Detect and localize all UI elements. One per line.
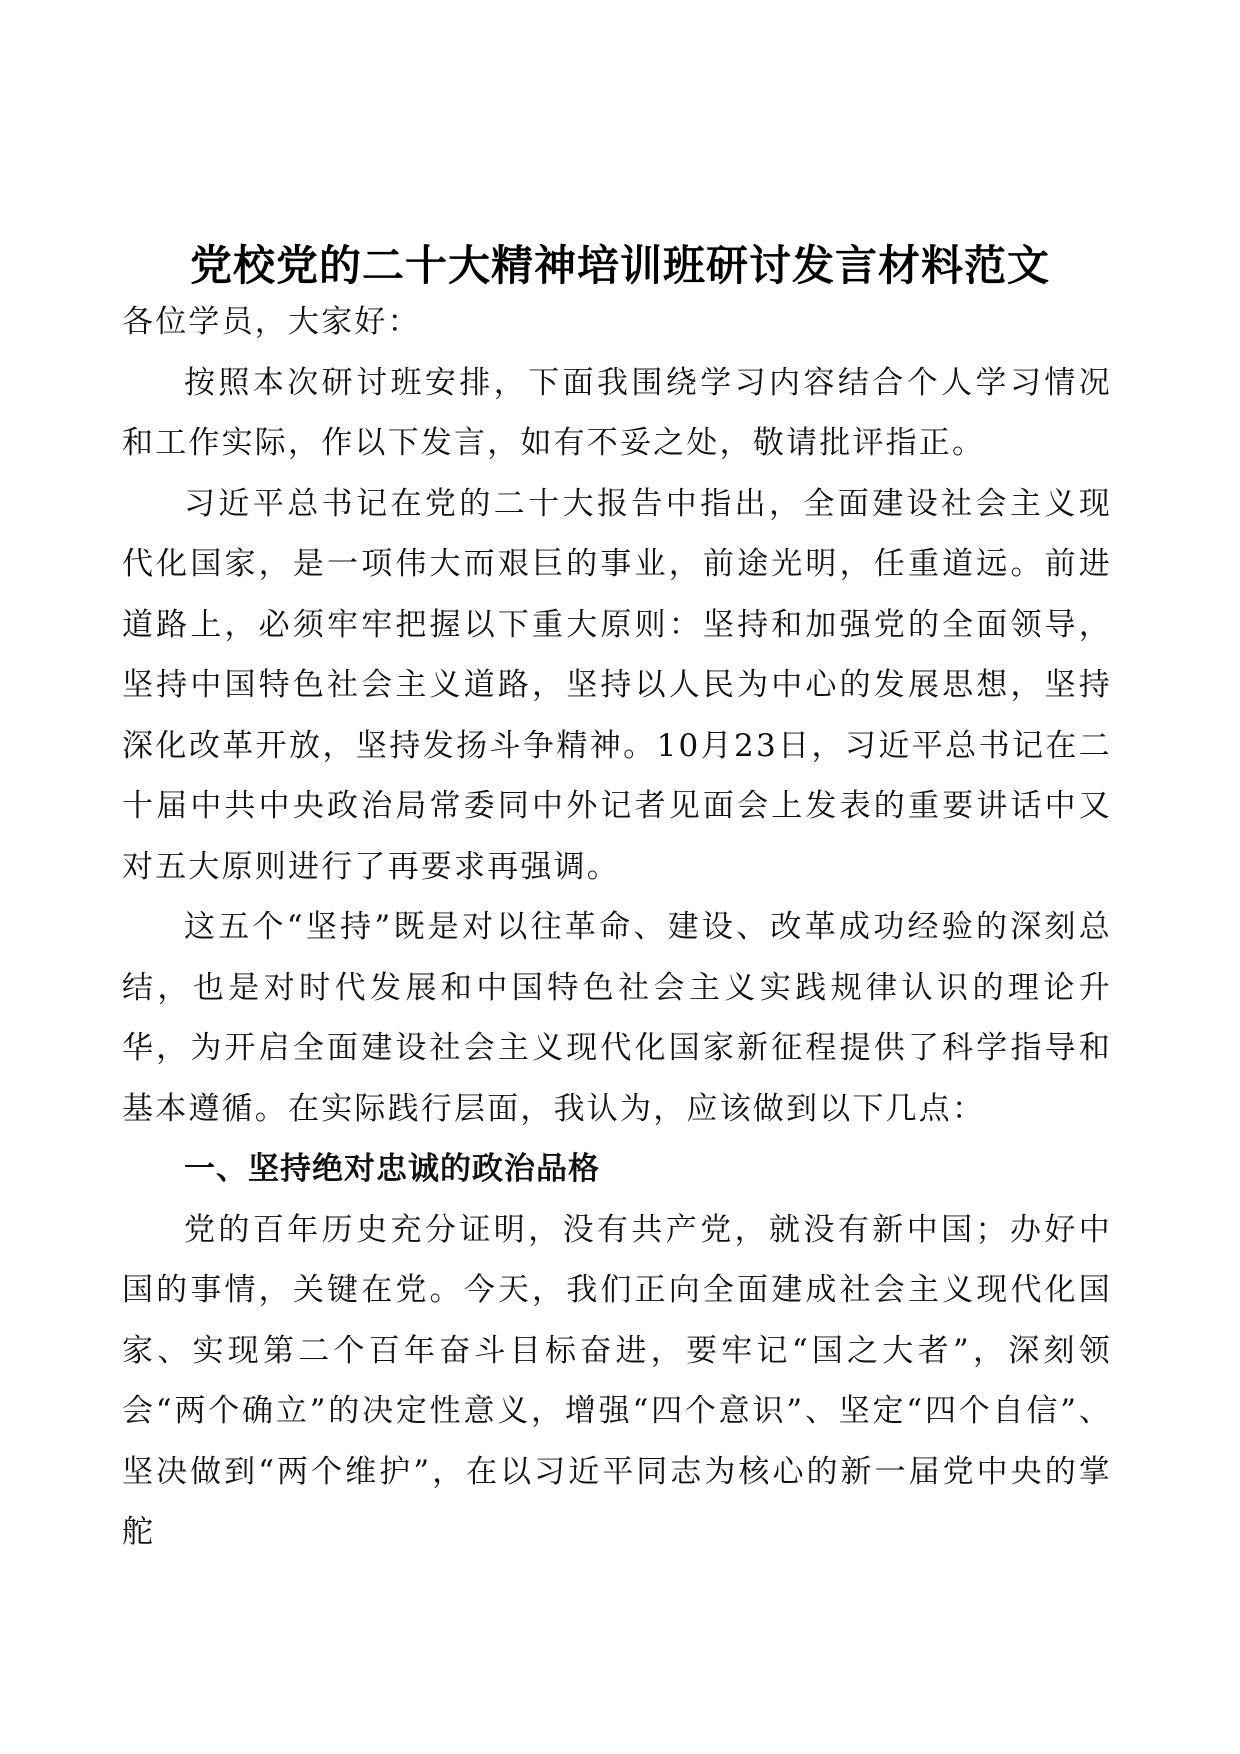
paragraph-principles: 习近平总书记在党的二十大报告中指出，全面建设社会主义现代化国家，是一项伟大而艰巨的事业，前途光明，任重道远。前进道路上，必须牢牢把握以下重大原则：坚持和加强党的全面领导，坚持中国特色社会主义道路，坚持以人民为中心的发展思想，坚持深化改革开放，坚持发扬斗争精神。10月23日，习近平总书记在二十届中共中央政治局常委同中外记者见面会上发表的重要讲话中又对五大原则进行了再要求再强调。: [122, 485, 1112, 885]
paragraph-section-one: 党的百年历史充分证明，没有共产党，就没有新中国；办好中国的事情，关键在党。今天，我们正向全面建成社会主义现代化国家、实现第二个百年奋斗目标奋进，要牢记“国之大者”，深刻领会“两个确立”的决定性意义，增强“四个意识”、坚定“四个自信”、坚决做到“两个维护”，在以习近平同志为核心的新一届党中央的掌舵: [122, 1211, 1112, 1550]
paragraph-five-persistences: 这五个“坚持”既是对以往革命、建设、改革成功经验的深刻总结，也是对时代发展和中国特色社会主义实践规律认识的理论升华，为开启全面建设社会主义现代化国家新征程提供了科学指导和基本遵循。在实际践行层面，我认为，应该做到以下几点：: [122, 909, 1112, 1127]
document-title: 党校党的二十大精神培训班研讨发言材料范文: [189, 241, 1050, 291]
greeting: 各位学员，大家好：: [122, 304, 421, 340]
paragraph-intro: 按照本次研讨班安排，下面我围绕学习内容结合个人学习情况和工作实际，作以下发言，如有不妥之处，敬请批评指正。: [122, 364, 1112, 461]
section-heading: 一、坚持绝对忠诚的政治品格: [184, 1151, 600, 1187]
document-body: [122, 292, 1112, 1563]
